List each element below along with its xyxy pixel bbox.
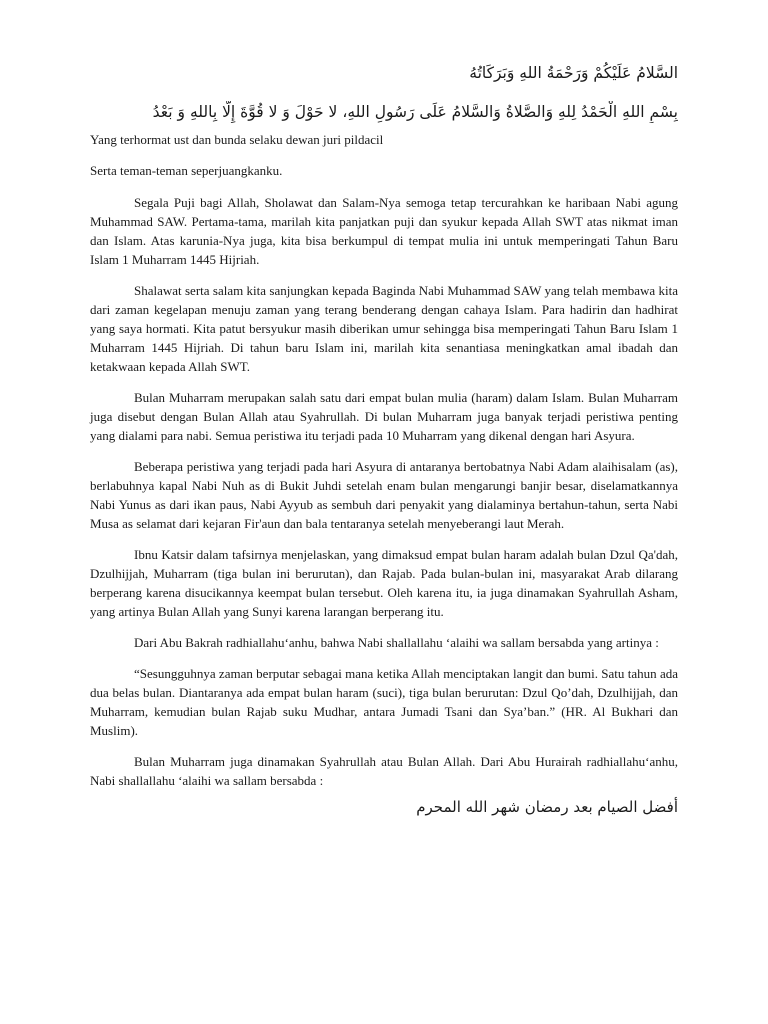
paragraph-abu-hurairah: Bulan Muharram juga dinamakan Syahrullah atau Bulan Allah. Dari Abu Hurairah radhiallahu‘anhu, Nabi shallallahu ‘alaihi wa sallam bersabda :	[90, 754, 678, 788]
arabic-salam: السَّلامُ عَلَيْكُمْ وَرَحْمَةُ اللهِ وَبَرَكَاتُهُ	[469, 64, 678, 82]
paragraph-ibnu-katsir: Ibnu Katsir dalam tafsirnya menjelaskan, yang dimaksud empat bulan haram adalah bulan Dzul Qa'dah, Dzulhijjah, Muharram (tiga bulan ini berurutan), dan Rajab. Pada bulan-bulan ini, masyarakat Arab dilarang berperang karena disucikannya keempat bulan tersebut. Oleh karena itu, ia juga dinamakan Syahrullah Asham, yang artinya Bulan Allah yang Sunyi karena larangan berperang itu.	[90, 547, 678, 619]
document-page	[90, 62, 678, 818]
paragraph-abu-bakrah: Dari Abu Bakrah radhiallahu‘anhu, bahwa Nabi shallallahu ‘alaihi wa sallam bersabda yang artinya :	[134, 635, 659, 650]
paragraph-shalawat: Shalawat serta salam kita sanjungkan kepada Baginda Nabi Muhammad SAW yang telah membawa kita dari zaman kegelapan menuju zaman yang terang benderang dengan cahaya Islam. Para hadirin dan hadhirat yang saya hormati. Kita patut bersyukur masih diberikan umur sehingga bisa memperingati Tahun Baru Islam 1 Muharram 1445 Hijriah. Di tahun baru Islam ini, marilah kita senantiasa meningkatkan amal ibadah dan ketakwaan kepada Allah SWT.	[90, 283, 678, 374]
paragraph-muharram-month: Bulan Muharram merupakan salah satu dari empat bulan mulia (haram) dalam Islam. Bulan Muharram juga disebut dengan Bulan Allah atau Syahrullah. Di bulan Muharram juga banyak terjadi peristiwa penting yang dialami para nabi. Semua peristiwa itu terjadi pada 10 Muharram yang dikenal dengan hari Asyura.	[90, 390, 678, 443]
arabic-bismillah: بِسْمِ اللهِ الْحَمْدُ لِلهِ وَالصَّلاةُ وَالسَّلامُ عَلَى رَسُولِ اللهِ، لا حَوْلَ وَ لا قُوَّةَ إِلَّا بِاللهِ وَ بَعْدُ	[152, 103, 678, 121]
paragraph-hadith-quote: “Sesungguhnya zaman berputar sebagai mana ketika Allah menciptakan langit dan bumi. Satu tahun ada dua belas bulan. Diantaranya ada empat bulan haram (suci), tiga bulan berurutan: Dzul Qo’dah, Dzulhijjah, dan Muharram, kemudian bulan Rajab suku Mudhar, antara Jumadi Tsani dan Sya’ban.” (HR. Al Bukhari dan Muslim).	[90, 666, 678, 738]
paragraph-asyura-events: Beberapa peristiwa yang terjadi pada hari Asyura di antaranya bertobatnya Nabi Adam alaihisalam (as), berlabuhnya kapal Nabi Nuh as di Bukit Juhdi setelah enam bulan mengarungi banjir besar, diselamatkannya Nabi Yunus as dari ikan paus, Nabi Ayyub as sembuh dari penyakit yang dialaminya bertahun-tahun, serta Nabi Musa as selamat dari kejaran Fir'aun dan bala tentaranya setelah menyeberangi laut Merah.	[90, 459, 678, 531]
greeting-line-jury: Yang terhormat ust dan bunda selaku dewan juri pildacil	[90, 132, 384, 147]
arabic-hadith-text: أفضل الصيام بعد رمضان شهر الله المحرم	[416, 798, 678, 816]
greeting-line-friends: Serta teman-teman seperjuangkanku.	[90, 163, 283, 178]
paragraph-praise: Segala Puji bagi Allah, Sholawat dan Salam-Nya semoga tetap tercurahkan ke haribaan Nabi agung Muhammad SAW. Pertama-tama, marilah kita panjatkan puji dan syukur kepada Allah SWT atas nikmat iman dan Islam. Atas karunia-Nya juga, kita bisa berkumpul di tempat mulia ini untuk memperingati Tahun Baru Islam 1 Muharram 1445 Hijriah.	[90, 195, 678, 267]
